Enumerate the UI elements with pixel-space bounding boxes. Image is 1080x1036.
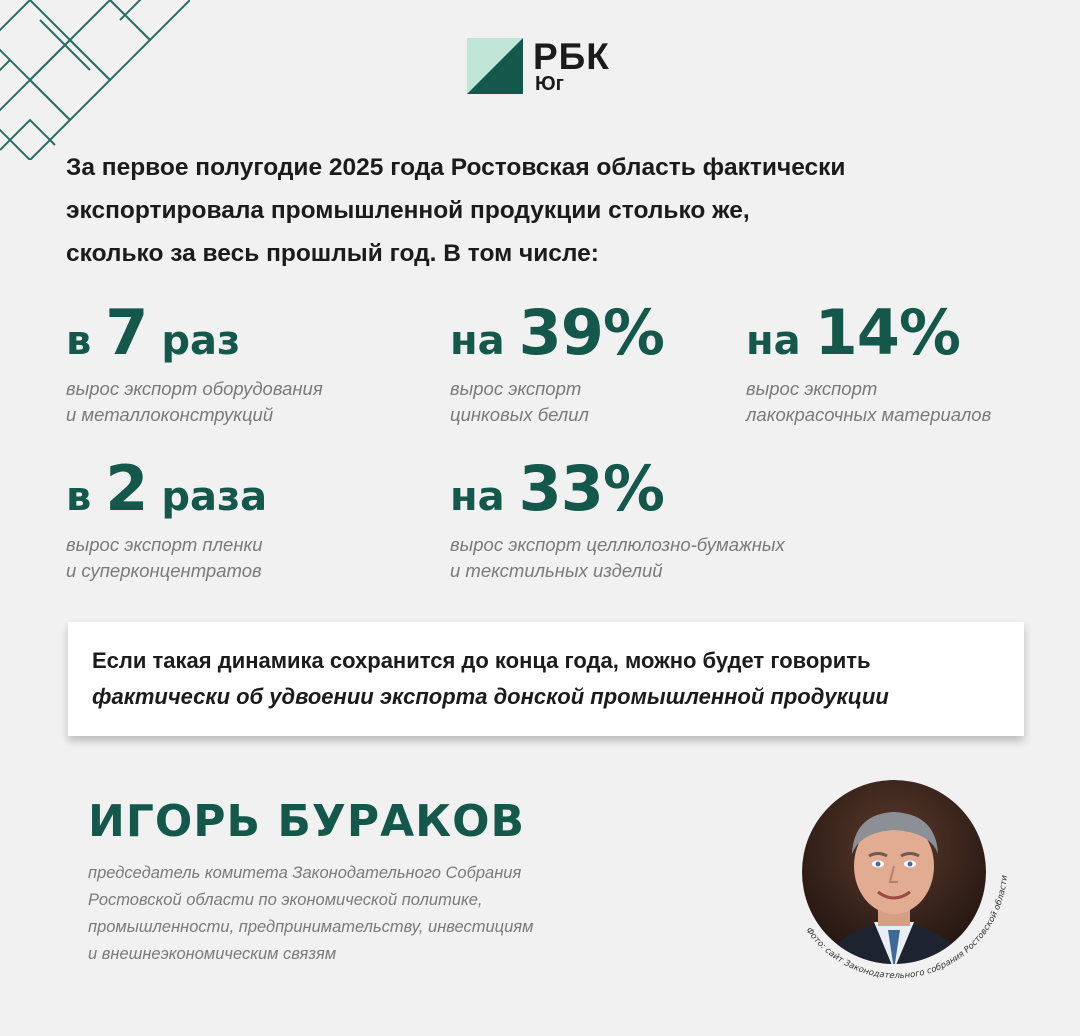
stat-value: на 14% xyxy=(746,296,960,369)
logo-region-name: Юг xyxy=(535,73,564,95)
portrait-photo xyxy=(792,770,1012,990)
portrait-illustration xyxy=(792,770,1012,990)
stat-description: вырос экспорт пленки и суперконцентратов xyxy=(66,534,263,581)
stat-equipment-export xyxy=(66,296,323,428)
photo-credit: Фото: сайт Законодательного собрания Ростовской области xyxy=(803,874,1010,982)
stat-zinc-white-export xyxy=(450,296,664,428)
stat-paper-textile-export xyxy=(450,452,785,584)
lead-line: За первое полугодие 2025 года Ростовская область фактически xyxy=(66,154,846,181)
decorative-corner-pattern xyxy=(0,0,190,160)
person-name: ИГОРЬ БУРАКОВ xyxy=(88,796,526,847)
stat-value: на 33% xyxy=(450,452,664,525)
person-role: председатель комитета Законодательного Собрания Ростовской области по экономической политике, промышленности, предпринимательству, инвестициям и внешнеэкономическим связям xyxy=(88,864,534,963)
stat-description: вырос экспорт целлюлозно-бумажных и текстильных изделий xyxy=(450,534,785,581)
rbk-yug-logo xyxy=(467,38,617,96)
stat-value: в 7 раз xyxy=(66,296,241,369)
stat-paint-export xyxy=(746,296,992,428)
stat-description: вырос экспорт цинковых белил xyxy=(450,378,589,425)
stat-description: вырос экспорт лакокрасочных материалов xyxy=(746,378,992,425)
lead-line: экспортировала промышленной продукции столько же, xyxy=(66,197,750,224)
stat-film-export xyxy=(66,452,268,584)
lead-line: сколько за весь прошлый год. В том числе: xyxy=(66,240,599,267)
lead-paragraph xyxy=(66,146,986,275)
stat-value: в 2 раза xyxy=(66,452,268,525)
stat-value: на 39% xyxy=(450,296,664,369)
rbk-logo-mark-icon xyxy=(467,38,523,94)
quote-line-emphasis: фактически об удвоении экспорта донской промышленной продукции xyxy=(92,684,889,709)
stat-description: вырос экспорт оборудования и металлоконструкций xyxy=(66,378,323,425)
logo-brand-name: РБК xyxy=(533,36,610,77)
quote-box xyxy=(68,622,1024,736)
quote-line: Если такая динамика сохранится до конца года, можно будет говорить xyxy=(92,648,871,673)
